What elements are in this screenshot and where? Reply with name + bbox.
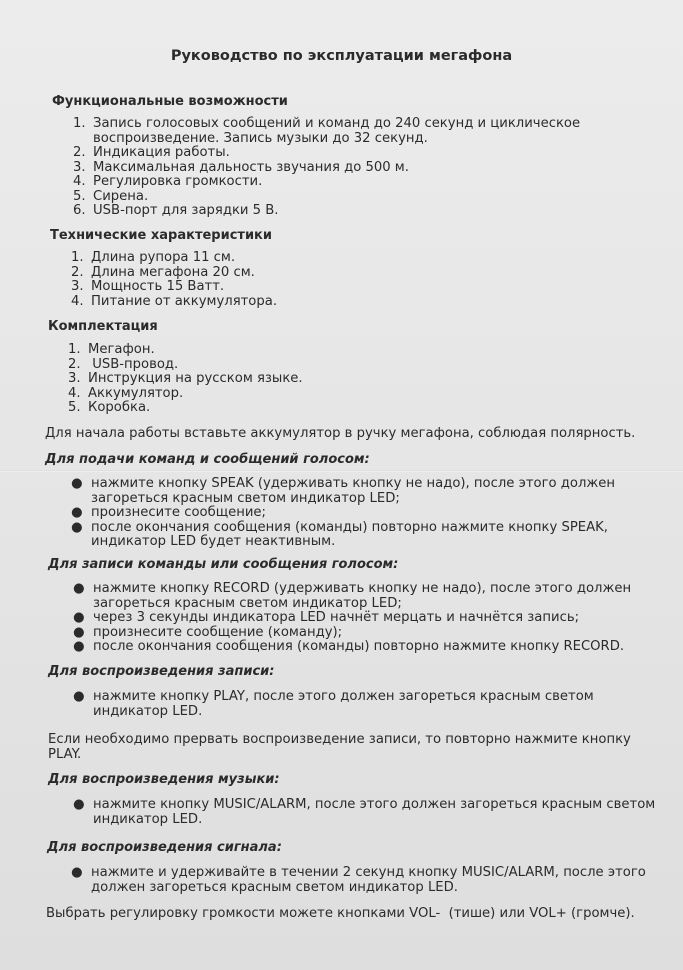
playback-heading: Для воспроизведения записи: bbox=[48, 664, 275, 679]
bullet-icon: ● bbox=[73, 797, 85, 812]
document-title: Руководство по эксплуатации мегафона bbox=[170, 48, 513, 64]
signal-list bbox=[71, 865, 646, 895]
list-item: ● произнесите сообщение (команду); bbox=[73, 624, 343, 640]
list-item: 2. Длина мегафона 20 см. bbox=[71, 264, 255, 280]
volume-paragraph: Выбрать регулировку громкости можете кнопками VOL- (тише) или VOL+ (громче). bbox=[46, 906, 635, 921]
kit-heading: Комплектация bbox=[48, 319, 158, 334]
list-item: 2. USB-провод. bbox=[68, 356, 179, 372]
list-item: 1. Длина рупора 11 см. bbox=[71, 250, 236, 265]
features-heading: Функциональные возможности bbox=[52, 94, 288, 109]
list-item: 3. Инструкция на русском языке. bbox=[68, 371, 303, 386]
specs-heading: Технические характеристики bbox=[50, 228, 272, 243]
stop-note-paragraph: Если необходимо прервать воспроизведение записи, то повторно нажмите кнопку PLAY. bbox=[48, 732, 631, 762]
list-item: ● через 3 секунды индикатора LED начнёт мерцать и начнётся запись; bbox=[73, 610, 580, 625]
bullet-icon: ● bbox=[71, 476, 83, 491]
list-item: 5. Коробка. bbox=[68, 400, 151, 415]
features-list bbox=[73, 116, 581, 219]
record-heading: Для записи команды или сообщения голосом: bbox=[48, 557, 399, 572]
kit-list bbox=[68, 342, 303, 416]
music-list bbox=[73, 797, 656, 827]
bullet-icon: ● bbox=[71, 519, 83, 535]
playback-list bbox=[73, 689, 594, 719]
list-item: 5. Сирена. bbox=[73, 188, 149, 204]
list-item: ● нажмите кнопку PLAY, после этого должен загореться красным светом индикатор LED. bbox=[73, 689, 594, 719]
music-heading: Для воспроизведения музыки: bbox=[48, 772, 280, 787]
bullet-icon: ● bbox=[73, 624, 85, 640]
bullet-icon: ● bbox=[73, 639, 85, 654]
voice-commands-list bbox=[71, 476, 616, 550]
list-item: 3. Мощность 15 Ватт. bbox=[71, 279, 225, 294]
list-item: ● после окончания сообщения (команды) повторно нажмите кнопку RECORD. bbox=[73, 639, 625, 654]
bullet-icon: ● bbox=[73, 610, 85, 625]
list-item: 3. Максимальная дальность звучания до 500 м. bbox=[73, 159, 409, 175]
list-item: 6. USB-порт для зарядки 5 В. bbox=[73, 203, 279, 218]
bullet-icon: ● bbox=[73, 689, 85, 704]
list-item: ● произнесите сообщение; bbox=[71, 505, 266, 520]
list-item: 4. Регулировка громкости. bbox=[73, 174, 263, 189]
list-item: 4. Аккумулятор. bbox=[68, 385, 184, 401]
list-item: ● после окончания сообщения (команды) повторно нажмите кнопку SPEAK, индикатор LED будет неактивным. bbox=[71, 519, 608, 549]
list-item: 1. Мегафон. bbox=[68, 342, 155, 357]
list-item: ● нажмите кнопку MUSIC/ALARM, после этого должен загореться красным светом индикатор LED. bbox=[73, 797, 656, 827]
list-item: 2. Индикация работы. bbox=[73, 145, 230, 160]
specs-list bbox=[71, 250, 278, 309]
list-item: ● нажмите и удерживайте в течении 2 секунд кнопку MUSIC/ALARM, после этого должен загореться красным светом индикатор LED. bbox=[71, 865, 646, 895]
bullet-icon: ● bbox=[73, 581, 85, 596]
bullet-icon: ● bbox=[71, 865, 83, 880]
intro-paragraph: Для начала работы вставьте аккумулятор в ручку мегафона, соблюдая полярность. bbox=[45, 426, 636, 441]
list-item: 1. Запись голосовых сообщений и команд до 240 секунд и циклическое воспроизведение. Запись музыки до 32 секунд. bbox=[73, 116, 581, 146]
list-item: ● нажмите кнопку RECORD (удерживать кнопку не надо), после этого должен загореться красным светом индикатор LED; bbox=[73, 581, 632, 611]
list-item: 4. Питание от аккумулятора. bbox=[71, 293, 278, 309]
voice-commands-heading: Для подачи команд и сообщений голосом: bbox=[45, 452, 370, 467]
record-list bbox=[73, 581, 632, 655]
paper-fold bbox=[0, 470, 683, 472]
signal-heading: Для воспроизведения сигнала: bbox=[47, 840, 282, 855]
list-item: ● нажмите кнопку SPEAK (удерживать кнопку не надо), после этого должен загореться красным светом индикатор LED; bbox=[71, 476, 616, 506]
bullet-icon: ● bbox=[71, 505, 83, 520]
